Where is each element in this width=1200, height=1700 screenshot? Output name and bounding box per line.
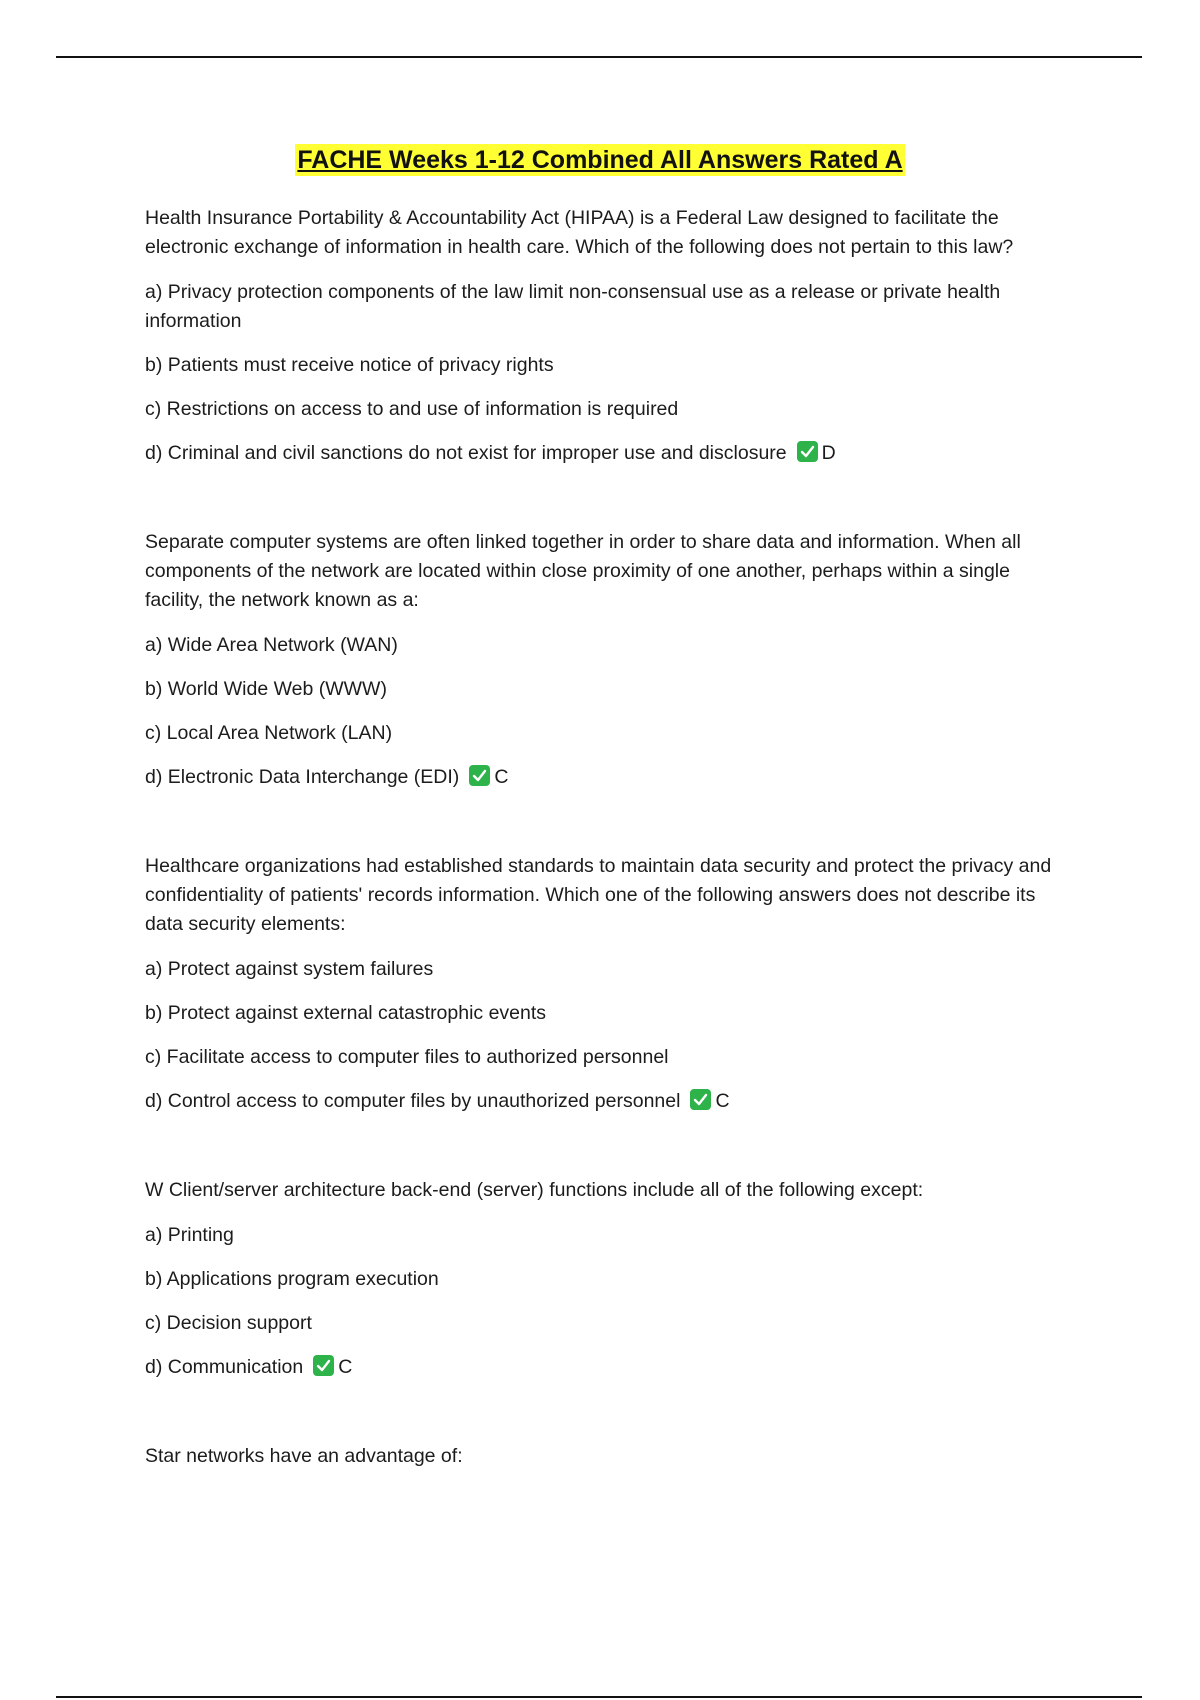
- question-block: [145, 1442, 1060, 1471]
- option-c: c) Restrictions on access to and use of information is required: [145, 398, 679, 420]
- option-d-with-answer: [145, 1087, 1060, 1116]
- option-d: d) Criminal and civil sanctions do not exist for improper use and disclosure: [145, 442, 787, 464]
- option-c: c) Local Area Network (LAN): [145, 722, 393, 744]
- option-b: b) Protect against external catastrophic events: [145, 1002, 547, 1024]
- title-wrap: [0, 144, 1200, 176]
- document-body: [145, 204, 1060, 1531]
- question-block: [145, 852, 1060, 1116]
- bottom-rule: [56, 1696, 1142, 1698]
- option-d: d) Control access to computer files by unauthorized personnel: [145, 1090, 681, 1112]
- question-text: Star networks have an advantage of:: [145, 1445, 463, 1467]
- option-a: a) Protect against system failures: [145, 958, 434, 980]
- option-c: c) Facilitate access to computer files to authorized personnel: [145, 1046, 669, 1068]
- option-a: a) Privacy protection components of the law limit non-consensual use as a release or private health information: [145, 281, 1001, 332]
- answer-letter: C: [715, 1090, 730, 1112]
- top-rule: [56, 56, 1142, 58]
- option-b: b) Applications program execution: [145, 1268, 439, 1290]
- check-mark-icon: [469, 765, 490, 786]
- answer-letter: C: [494, 766, 509, 788]
- question-text: W Client/server architecture back-end (server) functions include all of the following except:: [145, 1179, 924, 1201]
- option-c: c) Decision support: [145, 1312, 312, 1334]
- check-mark-icon: [797, 441, 818, 462]
- check-mark-icon: [690, 1089, 711, 1110]
- option-b: b) Patients must receive notice of privacy rights: [145, 354, 554, 376]
- question-block: [145, 528, 1060, 792]
- option-d: d) Communication: [145, 1356, 304, 1378]
- answer-letter: C: [338, 1356, 353, 1378]
- question-block: [145, 1176, 1060, 1382]
- page-title: FACHE Weeks 1-12 Combined All Answers Rated A: [297, 146, 903, 174]
- option-a: a) Printing: [145, 1224, 234, 1246]
- question-text: Healthcare organizations had established standards to maintain data security and protect the privacy and confidentiality of patients' records information. Which one of the following answers does not describe its data security elements:: [145, 855, 1052, 935]
- option-a: a) Wide Area Network (WAN): [145, 634, 398, 656]
- option-b: b) World Wide Web (WWW): [145, 678, 387, 700]
- option-d-with-answer: [145, 1353, 1060, 1382]
- check-mark-icon: [313, 1355, 334, 1376]
- answer-letter: D: [821, 442, 836, 464]
- option-d-with-answer: [145, 763, 1060, 792]
- question-block: [145, 204, 1060, 468]
- option-d-with-answer: [145, 439, 1060, 468]
- question-text: Separate computer systems are often linked together in order to share data and information. When all components of the network are located within close proximity of one another, perhaps within a single facility, the network known as a:: [145, 531, 1021, 611]
- question-text: Health Insurance Portability & Accountability Act (HIPAA) is a Federal Law designed to facilitate the electronic exchange of information in health care. Which of the following does not pertain to this law?: [145, 207, 1014, 258]
- option-d: d) Electronic Data Interchange (EDI): [145, 766, 460, 788]
